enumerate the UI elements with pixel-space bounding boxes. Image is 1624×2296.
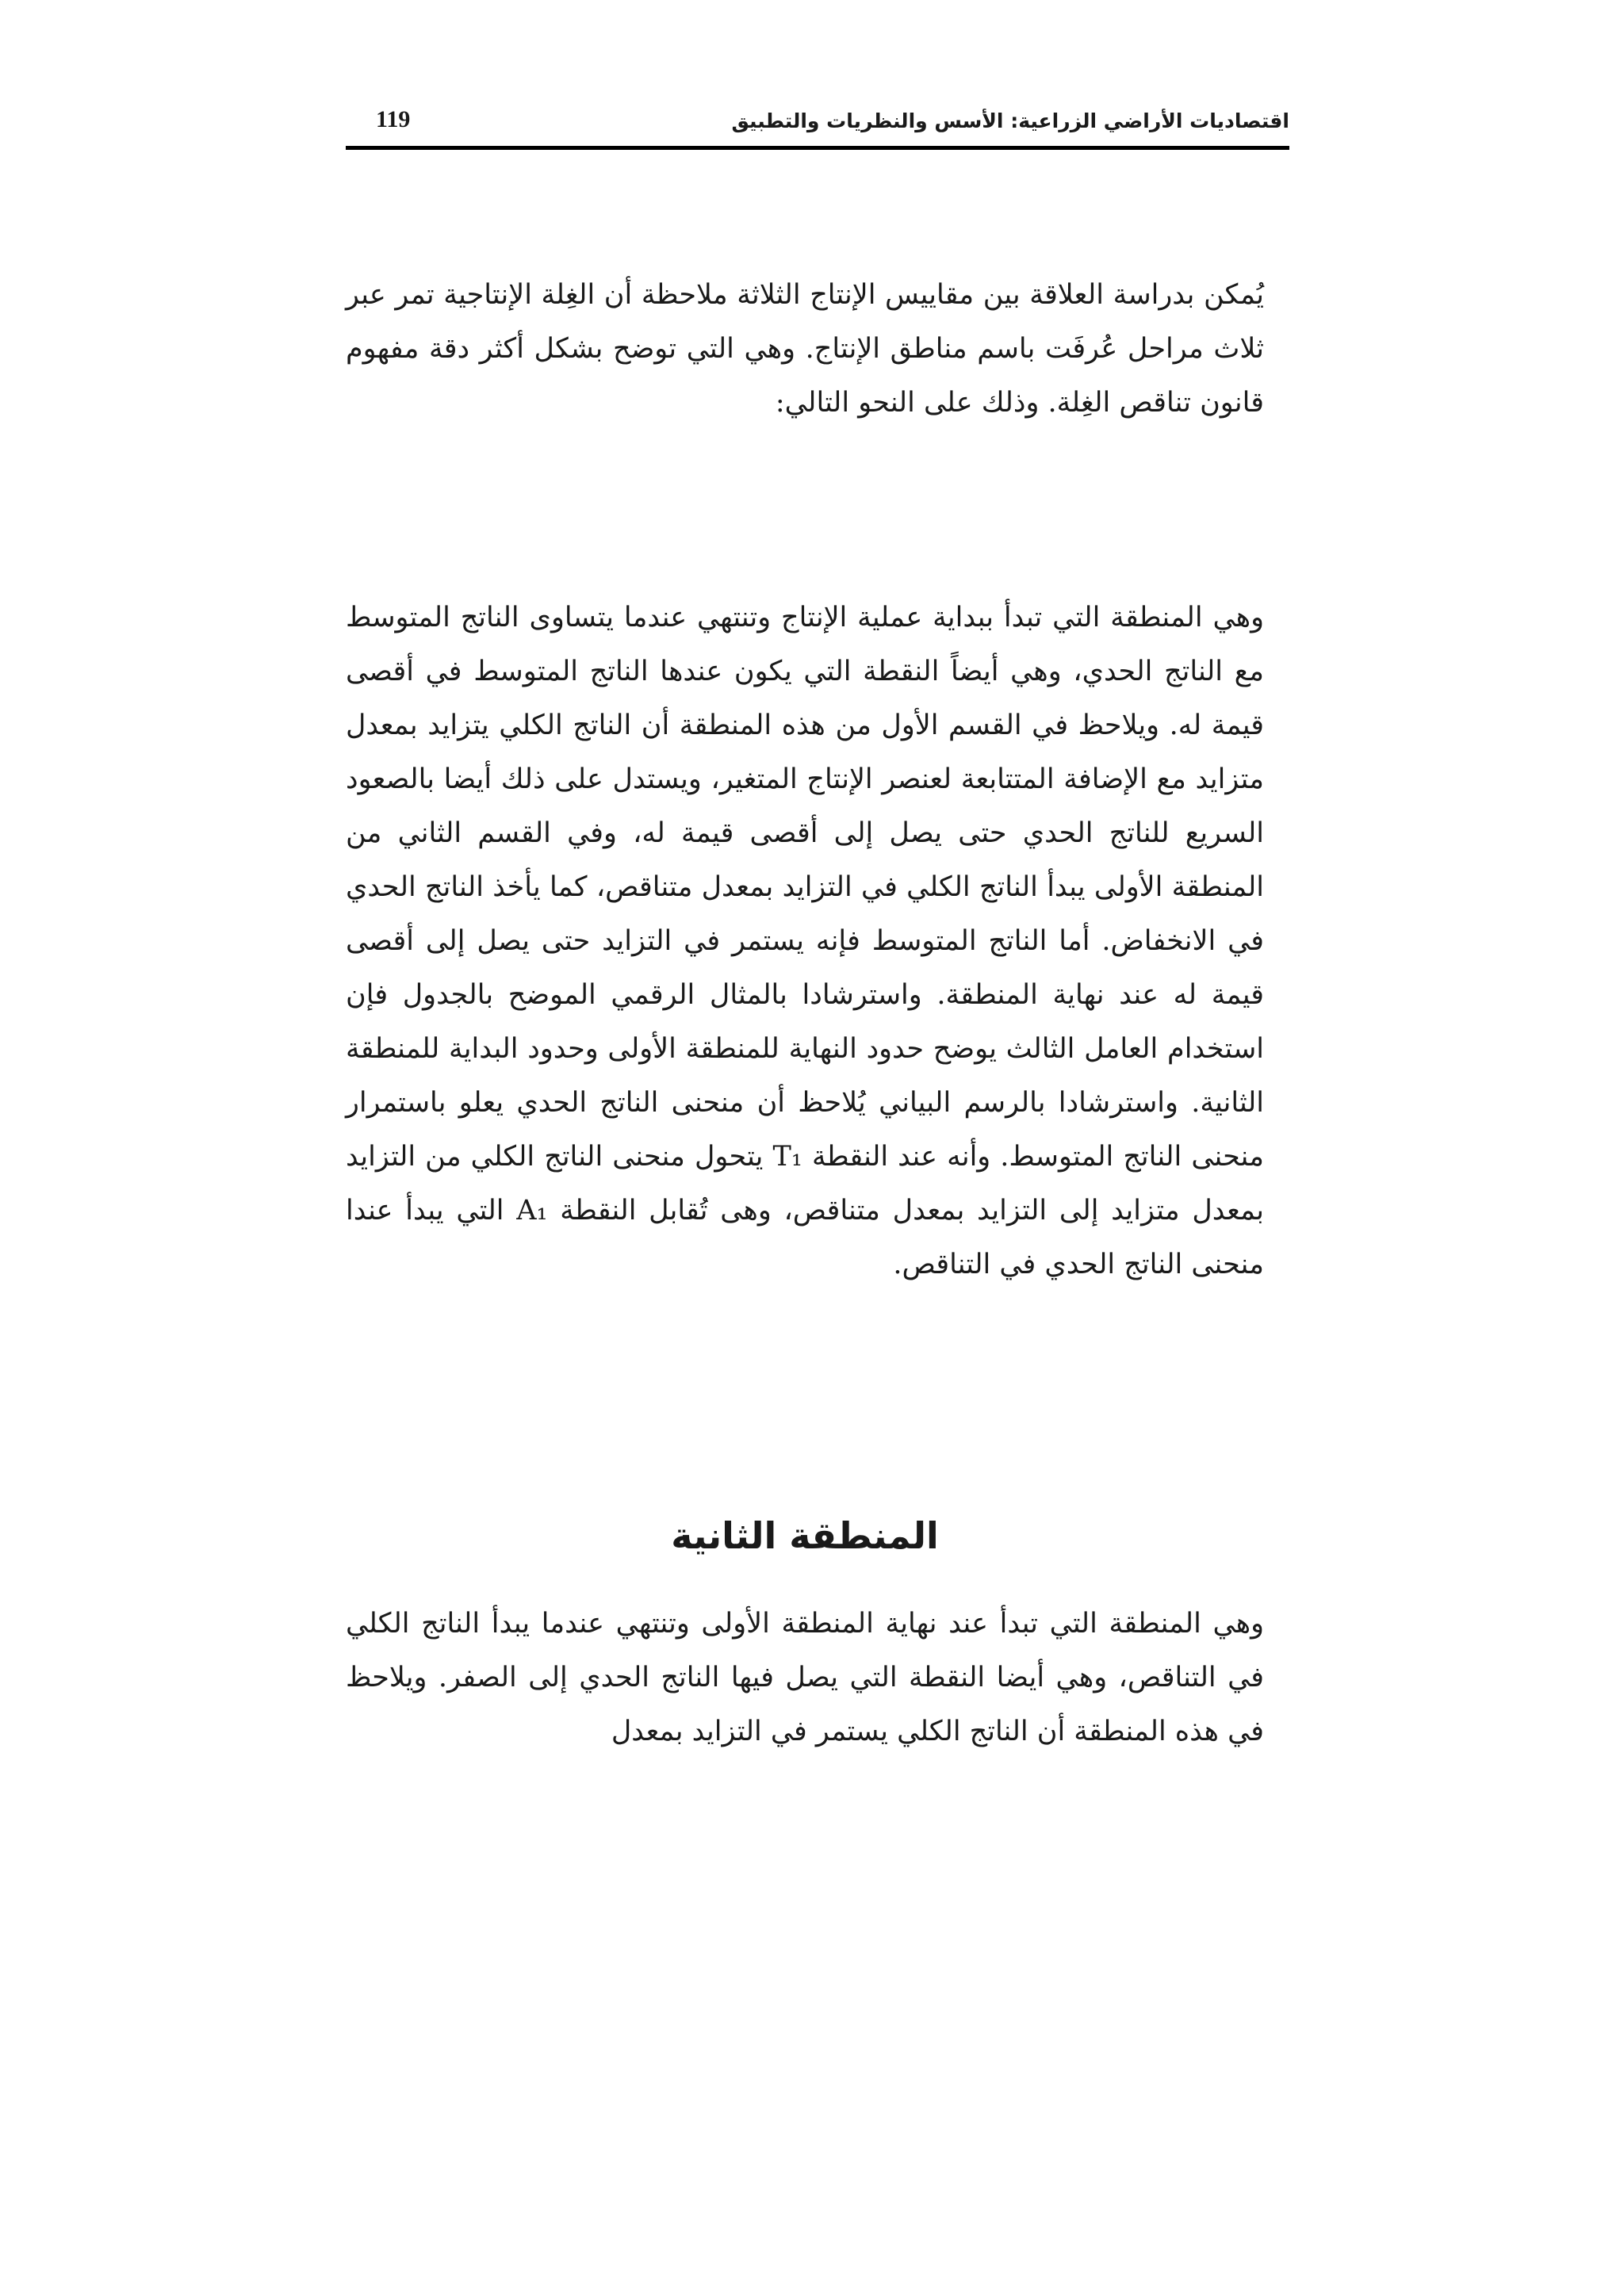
running-title: اقتصاديات الأراضي الزراعية: الأسس والنظريات والتطبيق [731, 109, 1289, 132]
header-divider [346, 146, 1289, 150]
section-heading: المنطقة الثانية [671, 1514, 939, 1557]
intro-paragraph: يُمكن بدراسة العلاقة بين مقاييس الإنتاج الثلاثة ملاحظة أن الغِلة الإنتاجية تمر عبر ثلاث مراحل عُرفَت باسم مناطق الإنتاج. وهي التي توضح بشكل أكثر دقة مفهوم قانون تناقص الغِلة. وذلك على النحو التالي: [346, 279, 1264, 419]
first-zone-paragraph: وهي المنطقة التي تبدأ ببداية عملية الإنتاج وتنتهي عندما يتساوى الناتج المتوسط مع الناتج الحدي، وهي أيضاً النقطة التي يكون عندها الناتج المتوسط في أقصى قيمة له. ويلاحظ في القسم الأول من هذه المنطقة أن الناتج الكلي يتزايد بمعدل متزايد مع الإضافة المتتابعة لعنصر الإنتاج المتغير، ويستدل على ذلك أيضا بالصعود السريع للناتج الحدي حتى يصل إلى أقصى قيمة له، وفي القسم الثاني من المنطقة الأولى يبدأ الناتج الكلي في التزايد بمعدل متناقص، كما يأخذ الناتج الحدي في الانخفاض. أما الناتج المتوسط فإنه يستمر في التزايد حتى يصل إلى أقصى قيمة له عند نهاية المنطقة. واسترشادا بالمثال الرقمي الموضح بالجدول فإن استخدام العامل الثالث يوضح حدود النهاية للمنطقة الأولى وحدود البداية للمنطقة الثانية. واسترشادا بالرسم البياني يُلاحظ أن منحنى الناتج الحدي يعلو باستمرار منحنى الناتج المتوسط. وأنه عند النقطة T₁ يتحول منحنى الناتج الكلي من التزايد بمعدل متزايد إلى التزايد بمعدل متناقص، وهى تُقابل النقطة A₁ التي يبدأ عندا منحنى الناتج الحدي في التناقص. [346, 602, 1264, 1280]
second-zone-paragraph: وهي المنطقة التي تبدأ عند نهاية المنطقة الأولى وتنتهي عندما يبدأ الناتج الكلي في التناقص، وهي أيضا النقطة التي يصل فيها الناتج الحدي إلى الصفر. ويلاحظ في هذه المنطقة أن الناتج الكلي يستمر في التزايد بمعدل [346, 1608, 1264, 1747]
page-header [346, 101, 1289, 151]
page-number: 119 [376, 106, 411, 132]
